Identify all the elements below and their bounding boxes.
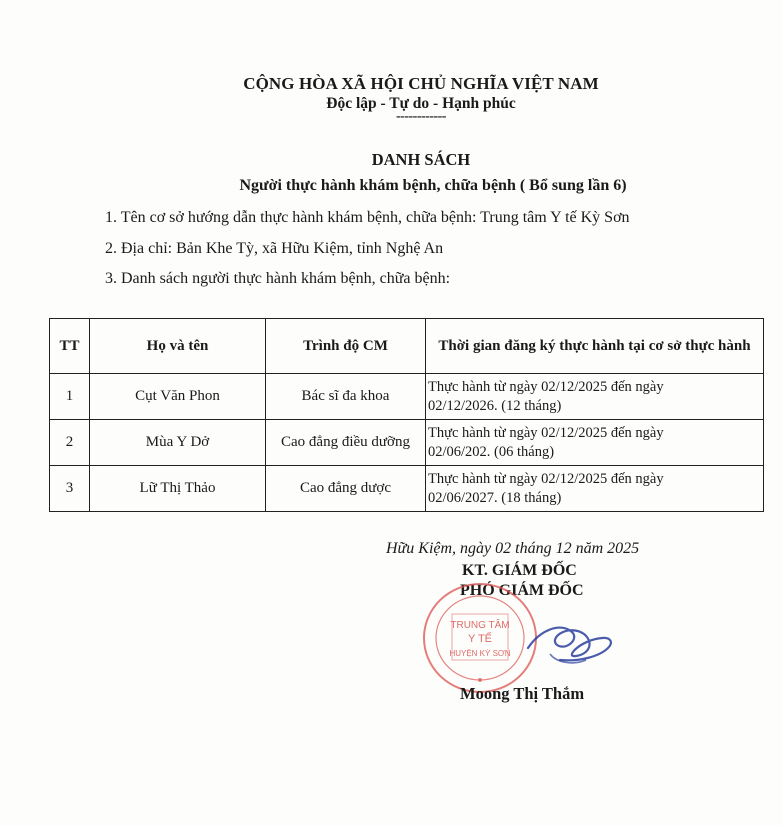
- cell-name: Cụt Văn Phon: [90, 374, 266, 420]
- cell-time-line1: Thực hành từ ngày 02/12/2025 đến ngày: [428, 378, 664, 395]
- cell-time-line1: Thực hành từ ngày 02/12/2025 đến ngày: [428, 424, 664, 441]
- cell-time-line2: 02/06/2027. (18 tháng): [428, 489, 562, 506]
- national-motto: Độc lập - Tự do - Hạnh phúc: [326, 95, 516, 112]
- info-facility: 1. Tên cơ sở hướng dẫn thực hành khám bệnh, chữa bệnh: Trung tâm Y tế Kỳ Sơn: [105, 209, 630, 226]
- cell-time-line2: 02/06/202. (06 tháng): [428, 443, 555, 460]
- cell-level: Cao đẳng điều dưỡng: [266, 420, 426, 466]
- header-time: Thời gian đăng ký thực hành tại cơ sở thực hành: [426, 319, 764, 374]
- cell-level: Bác sĩ đa khoa: [266, 374, 426, 420]
- cell-time: [426, 374, 764, 420]
- cell-time-line2: 02/12/2026. (12 tháng): [428, 397, 562, 414]
- cell-tt: 3: [50, 466, 90, 512]
- header-divider: ------------: [396, 109, 446, 124]
- table-row: [50, 466, 764, 512]
- place-date: Hữu Kiệm, ngày 02 tháng 12 năm 2025: [386, 540, 640, 557]
- info-address: 2. Địa chỉ: Bản Khe Tỳ, xã Hữu Kiệm, tỉnh Nghệ An: [105, 240, 444, 257]
- document-subtitle: Người thực hành khám bệnh, chữa bệnh ( Bổ sung lần 6): [239, 177, 627, 194]
- signer-name: Moong Thị Thắm: [460, 684, 585, 703]
- table-row: [50, 420, 764, 466]
- practitioner-table: [49, 318, 764, 512]
- document-header: [0, 74, 782, 125]
- cell-tt: 2: [50, 420, 90, 466]
- cell-time: [426, 420, 764, 466]
- header-level: Trình độ CM: [266, 319, 426, 374]
- document-title: DANH SÁCH: [371, 150, 471, 169]
- table-header-row: [50, 319, 764, 374]
- handwritten-signature: [520, 610, 620, 670]
- stamp-line-2: Y TẾ: [467, 633, 493, 645]
- stamp-line-3: HUYỆN KỲ SƠN: [449, 649, 511, 658]
- cell-name: Mùa Y Dở: [90, 420, 266, 466]
- stamp-line-1: TRUNG TÂM: [450, 620, 510, 631]
- cell-name: Lữ Thị Thảo: [90, 466, 266, 512]
- cell-level: Cao đẳng dược: [266, 466, 426, 512]
- header-name: Họ và tên: [90, 319, 266, 374]
- cell-tt: 1: [50, 374, 90, 420]
- table-row: [50, 374, 764, 420]
- signer-authority: KT. GIÁM ĐỐC: [462, 562, 577, 579]
- national-title: CỘNG HÒA XÃ HỘI CHỦ NGHĨA VIỆT NAM: [243, 74, 599, 93]
- cell-time-line1: Thực hành từ ngày 02/12/2025 đến ngày: [428, 470, 664, 487]
- info-list-heading: 3. Danh sách người thực hành khám bệnh, chữa bệnh:: [105, 270, 451, 287]
- signer-role: PHÓ GIÁM ĐỐC: [460, 582, 584, 599]
- cell-time: [426, 466, 764, 512]
- header-tt: TT: [50, 319, 90, 374]
